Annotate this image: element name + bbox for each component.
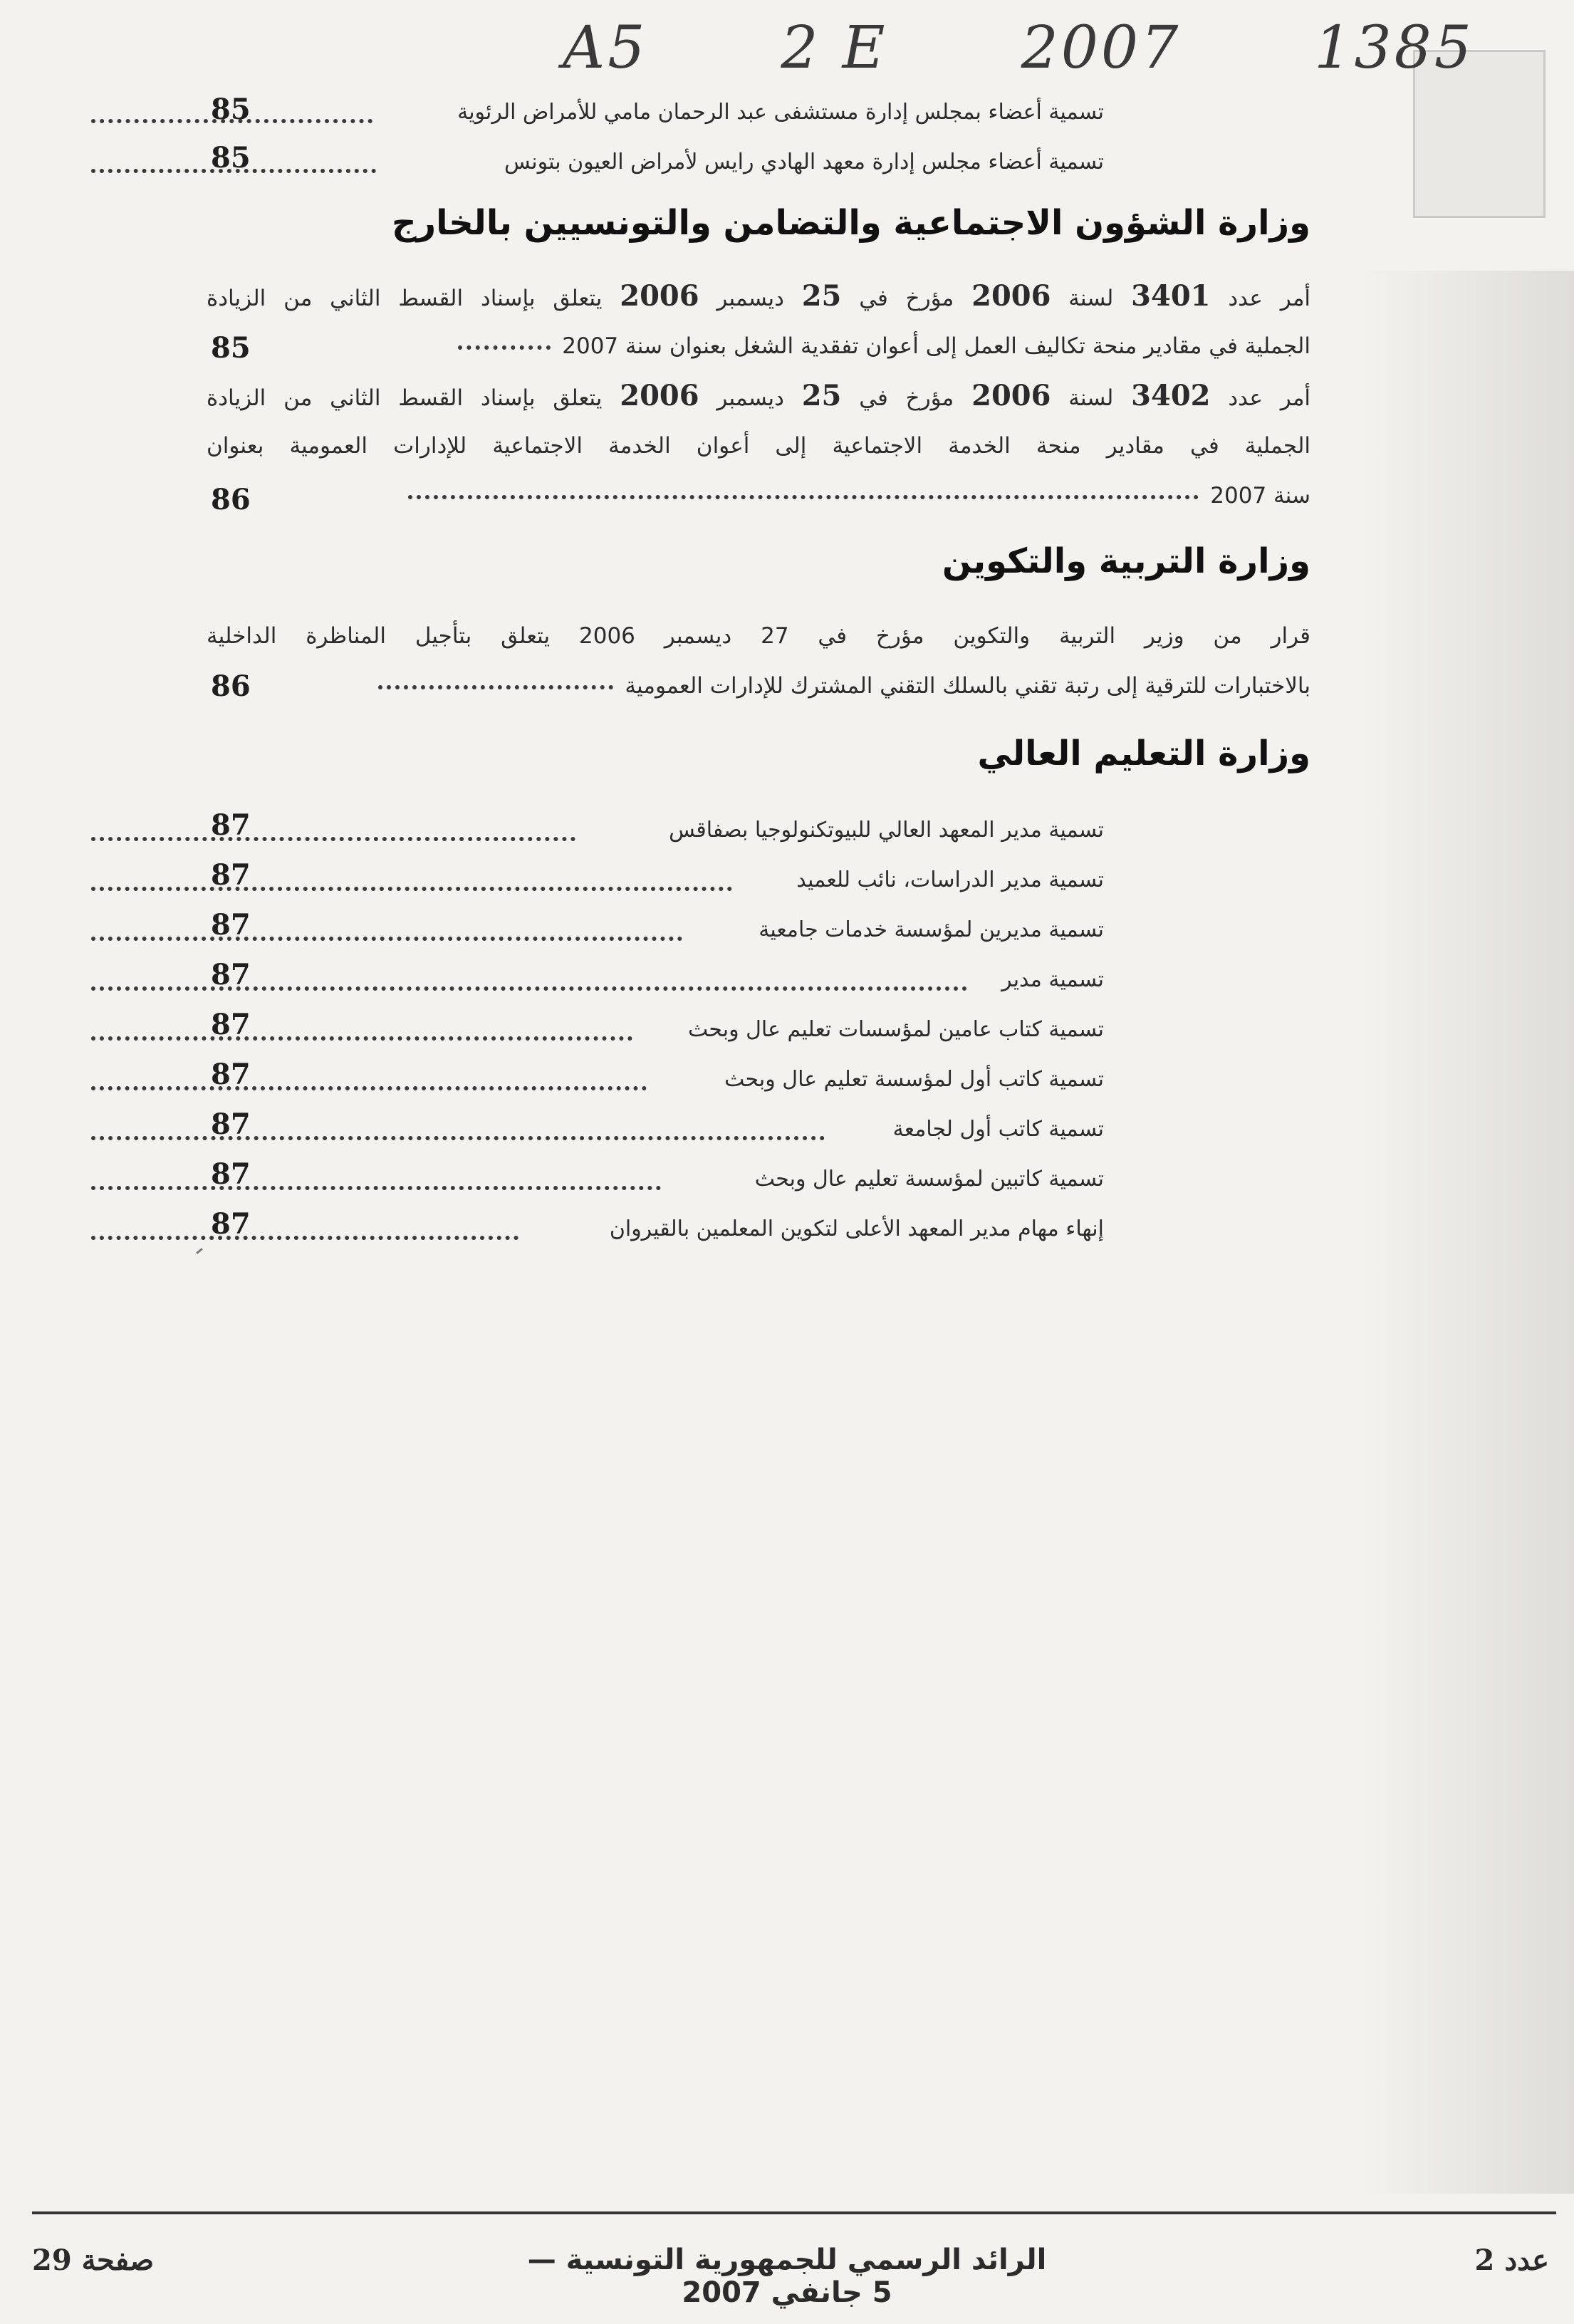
page-number: 87	[211, 1108, 251, 1141]
decree-line[interactable]	[207, 472, 1310, 519]
decree-line: أمر عدد 3401 لسنة 2006 مؤرخ في 25 ديسمبر 2006 يتعلق بإسناد القسط الثاني من الزيادة	[207, 279, 1311, 313]
page-footer	[32, 2244, 1549, 2309]
entry-text: تسمية كتاب عامين لمؤسسات تعليم عال وبحث	[687, 1017, 1104, 1042]
leader-dots	[91, 820, 575, 841]
handwritten-annotation	[563, 14, 1474, 82]
page-number: 87	[211, 858, 251, 892]
toc-entry[interactable]	[0, 857, 1104, 904]
handwritten-year: 2007	[1021, 14, 1182, 82]
leader-dots	[91, 1219, 518, 1240]
leader-dots	[91, 1019, 632, 1041]
decree-line: أمر عدد 3402 لسنة 2006 مؤرخ في 25 ديسمبر 2006 يتعلق بإسناد القسط الثاني من الزيادة	[207, 379, 1311, 412]
leader-dots	[91, 919, 682, 941]
entry-text: تسمية مدير	[1001, 967, 1104, 992]
section-heading: وزارة التعليم العالي	[977, 734, 1310, 773]
footer-rule	[32, 2211, 1556, 2214]
page-number: 87	[211, 908, 251, 942]
entry-text: تسمية مديرين لمؤسسة خدمات جامعية	[759, 917, 1104, 942]
decision-text: بالاختبارات للترقية إلى رتبة تقني بالسلك التقني المشترك للإدارات العمومية	[625, 673, 1310, 699]
page-number: 85	[211, 93, 251, 126]
decision-line: قرار من وزير التربية والتكوين مؤرخ في 27 ديسمبر 2006 يتعلق بتأجيل المناظرة الداخلية	[207, 623, 1310, 649]
page-number: 87	[211, 1207, 251, 1241]
decree-line: الجملية في مقادير منحة الخدمة الاجتماعية إلى أعوان الخدمة الاجتماعية للإدارات العمومية بعنوان	[207, 433, 1310, 459]
toc-entry[interactable]	[0, 1106, 1104, 1153]
decree-text: سنة 2007	[1210, 483, 1310, 509]
handwritten-ref: A5	[563, 14, 648, 82]
entry-text: تسمية أعضاء بمجلس إدارة مستشفى عبد الرحمان مامي للأمراض الرئوية	[457, 100, 1104, 125]
toc-entry[interactable]	[0, 1156, 1104, 1203]
leader-dots	[91, 1119, 825, 1140]
page-number: 87	[211, 958, 251, 991]
handwritten-number: 1385	[1314, 14, 1474, 82]
footer-journal: الرائد الرسمي للجمهورية التونسية — 5 جانفي 2007	[527, 2244, 1047, 2309]
page-number: 87	[211, 1058, 251, 1091]
page-number: 87	[211, 1157, 251, 1191]
section-heading: وزارة الشؤون الاجتماعية والتضامن والتونسيين بالخارج	[391, 203, 1310, 243]
entry-text: إنهاء مهام مدير المعهد الأعلى لتكوين المعلمين بالقيروان	[609, 1216, 1104, 1241]
entry-text: تسمية كاتب أول لجامعة	[892, 1117, 1104, 1142]
page-number: 85	[211, 141, 251, 174]
toc-entry[interactable]	[0, 89, 1104, 136]
entry-text: تسمية مدير المعهد العالي للبيوتكنولوجيا بصفاقس	[669, 818, 1104, 843]
footer-issue: عدد 2	[1474, 2244, 1549, 2277]
page-number: 85	[211, 331, 251, 365]
footer-page: صفحة 29	[32, 2244, 155, 2277]
leader-dots	[91, 870, 732, 891]
page-number: 86	[211, 483, 251, 516]
toc-entry[interactable]	[0, 807, 1104, 854]
toc-entry[interactable]	[0, 1056, 1104, 1103]
leader-dots	[91, 1169, 661, 1190]
decision-line[interactable]	[207, 662, 1310, 709]
toc-entry[interactable]	[0, 139, 1104, 186]
leader-dots	[408, 495, 1199, 499]
handwritten-code: 2 E	[781, 14, 888, 82]
toc-entry[interactable]	[0, 1206, 1104, 1253]
leader-dots	[378, 685, 613, 689]
toc-entry[interactable]	[0, 907, 1104, 954]
leader-dots	[458, 345, 551, 350]
page-number: 87	[211, 1008, 251, 1041]
decree-text: الجملية في مقادير منحة تكاليف العمل إلى أعوان تفقدية الشغل بعنوان سنة 2007	[562, 333, 1310, 359]
toc-entry[interactable]	[0, 1006, 1104, 1053]
section-heading: وزارة التربية والتكوين	[942, 541, 1310, 581]
page-number: 86	[211, 669, 251, 703]
toc-entry[interactable]	[0, 957, 1104, 1004]
entry-text: تسمية مدير الدراسات، نائب للعميد	[796, 867, 1104, 892]
entry-text: تسمية كاتب أول لمؤسسة تعليم عال وبحث	[724, 1067, 1104, 1092]
decree-line[interactable]	[207, 323, 1310, 370]
leader-dots	[91, 1069, 647, 1090]
entry-text: تسمية أعضاء مجلس إدارة معهد الهادي رايس لأمراض العيون بتونس	[504, 150, 1104, 174]
bleed-through-shadow	[1360, 271, 1574, 2194]
entry-text: تسمية كاتبين لمؤسسة تعليم عال وبحث	[754, 1167, 1104, 1192]
page-number: 87	[211, 808, 251, 842]
